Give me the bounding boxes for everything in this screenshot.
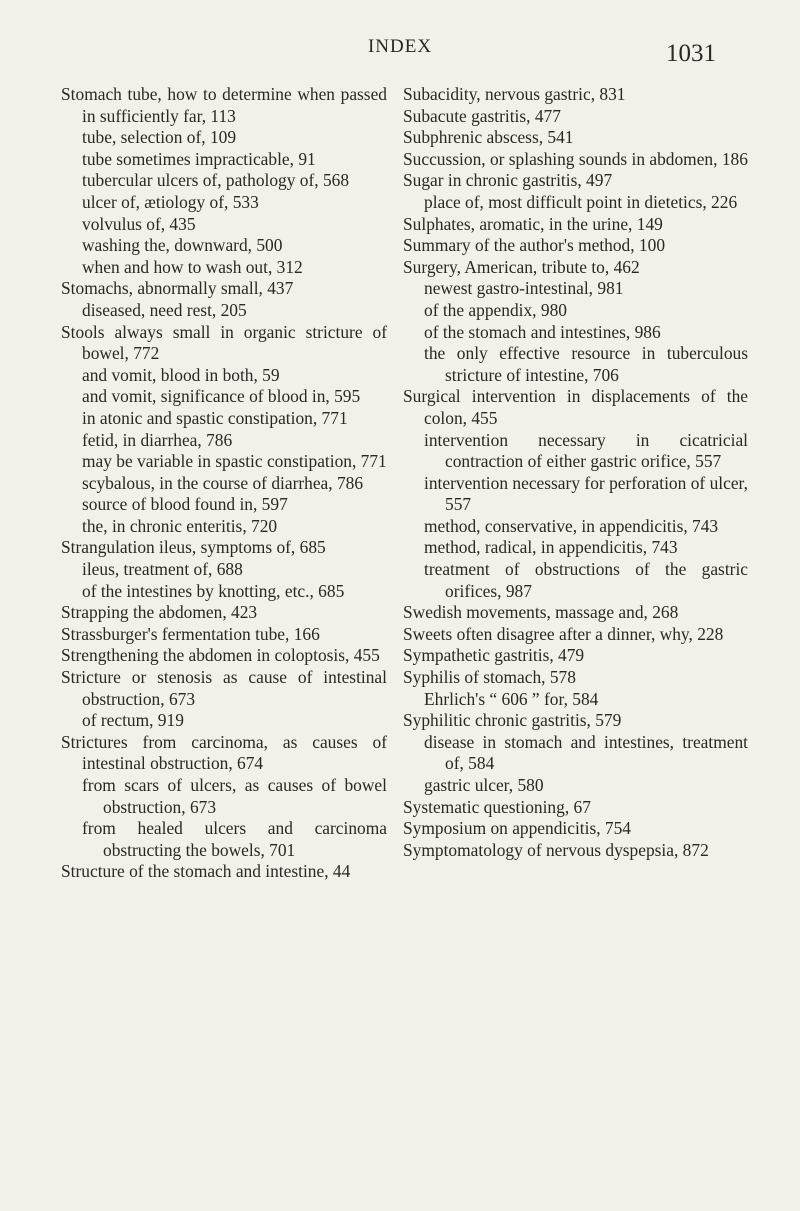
index-subentry: intervention necessary in cicatricial contraction of either gastric orifice, 557 [424,429,748,472]
index-subentry: ileus, treatment of, 688 [82,559,243,580]
page-header [0,30,800,70]
index-entry: Subacidity, nervous gastric, 831 [403,84,626,104]
index-subentry: disease in stomach and intestines, treatment of, 584 [424,731,748,774]
index-entry: Stomachs, abnormally small, 437 [61,278,294,299]
index-subentry: from healed ulcers and carcinoma obstructing the bowels, 701 [82,818,387,860]
running-title: INDEX [367,36,433,57]
index-subentry: place of, most difficult point in dietetics, 226 [424,191,738,212]
index-entry: Summary of the author's method, 100 [403,235,666,256]
index-entry: Stricture or stenosis as cause of intestinal obstruction, 673 [61,667,387,709]
index-entry: Strangulation ileus, symptoms of, 685 [61,537,326,558]
index-entry: Strapping the abdomen, 423 [61,602,258,623]
index-subentry: gastric ulcer, 580 [424,775,544,795]
page-number: 1031 [666,40,716,67]
index-entry: Strassburger's fermentation tube, 166 [61,623,320,644]
index-subentry: newest gastro-intestinal, 981 [424,278,624,299]
index-subentry: volvulus of, 435 [82,213,196,234]
index-entry: Strengthening the abdomen in coloptosis, 455 [61,645,380,666]
index-subentry: tube, selection of, 109 [82,127,237,148]
index-entry: Syphilitic chronic gastritis, 579 [403,710,622,731]
index-entry: Strictures from carcinoma, as causes of intestinal obstruction, 674 [61,731,387,774]
index-entry: Symptomatology of nervous dyspepsia, 872 [403,839,709,860]
index-entry: Systematic questioning, 67 [403,796,591,817]
index-subentry: of the stomach and intestines, 986 [424,321,661,342]
index-subentry: the, in chronic enteritis, 720 [82,515,278,536]
index-entry: Surgical intervention in displacements of the colon, 455 [403,386,748,428]
index-subentry: of rectum, 919 [82,710,184,731]
index-entry: Subphrenic abscess, 541 [403,127,574,148]
index-subentry: method, conservative, in appendicitis, 743 [424,515,719,536]
index-subentry: tube sometimes impracticable, 91 [82,148,316,169]
index-entry: Succussion, or splashing sounds in abdomen, 186 [403,148,748,169]
index-subentry: washing the, downward, 500 [82,235,283,256]
index-subentry: ulcer of, ætiology of, 533 [82,191,259,212]
index-entry: Sympathetic gastritis, 479 [403,645,585,666]
index-subentry: diseased, need rest, 205 [82,299,247,320]
index-entry: Subacute gastritis, 477 [403,105,561,126]
index-column-right [403,84,748,861]
index-entry: Sugar in chronic gastritis, 497 [403,170,613,191]
index-subentry: in atonic and spastic constipation, 771 [82,407,348,428]
index-subentry: may be variable in spastic constipation, 771 [82,451,387,472]
index-subentry: of the intestines by knotting, etc., 685 [82,580,345,601]
index-subentry: fetid, in diarrhea, 786 [82,429,233,450]
index-subentry: of the appendix, 980 [424,299,567,320]
index-column-left [61,84,387,883]
index-subentry: and vomit, significance of blood in, 595 [82,386,361,407]
index-subentry: method, radical, in appendicitis, 743 [424,537,678,558]
index-entry: Stomach tube, how to determine when passed in sufficiently far, 113 [61,84,387,126]
index-entry: Sweets often disagree after a dinner, why, 228 [403,623,724,644]
index-subentry: Ehrlich's “ 606 ” for, 584 [424,688,599,709]
index-entry: Swedish movements, massage and, 268 [403,602,679,623]
index-subentry: the only effective resource in tuberculous stricture of intestine, 706 [424,343,748,385]
index-entry: Symposium on appendicitis, 754 [403,818,632,839]
index-entry: Stools always small in organic stricture of bowel, 772 [61,321,387,364]
index-subentry: tubercular ulcers of, pathology of, 568 [82,170,350,191]
index-subentry: scybalous, in the course of diarrhea, 786 [82,472,364,493]
index-subentry: treatment of obstructions of the gastric orifices, 987 [424,559,748,601]
index-entry: Structure of the stomach and intestine, 44 [61,861,351,882]
index-subentry: from scars of ulcers, as causes of bowel obstruction, 673 [82,775,387,817]
index-entry: Sulphates, aromatic, in the urine, 149 [403,213,663,234]
index-subentry: and vomit, blood in both, 59 [82,364,280,385]
index-entry: Surgery, American, tribute to, 462 [403,256,640,277]
index-subentry: when and how to wash out, 312 [82,256,303,277]
index-subentry: intervention necessary for perforation of ulcer, 557 [424,472,748,515]
index-entry: Syphilis of stomach, 578 [403,667,576,688]
index-subentry: source of blood found in, 597 [82,494,288,515]
